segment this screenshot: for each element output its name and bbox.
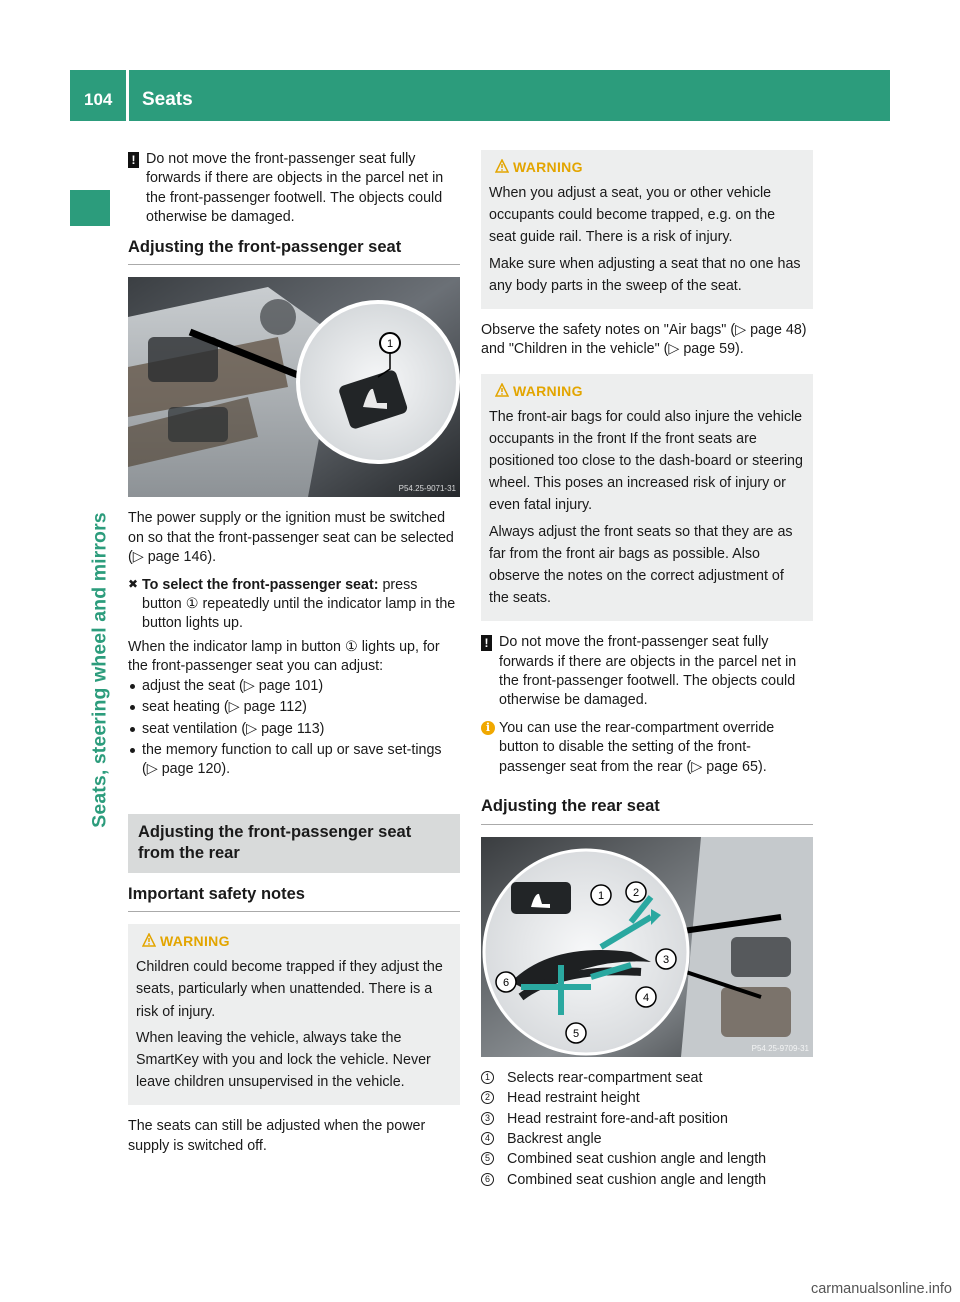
legend-item bbox=[481, 1150, 813, 1169]
warning-box bbox=[481, 150, 813, 309]
adjustment-list bbox=[128, 677, 460, 780]
section-box bbox=[128, 814, 460, 873]
callout-number: 5 bbox=[481, 1152, 494, 1165]
warning-label: WARNING bbox=[513, 159, 583, 175]
figure-code: P54.25-9709-31 bbox=[751, 1043, 809, 1053]
warning-box bbox=[128, 924, 460, 1105]
side-tab-marker bbox=[70, 190, 110, 226]
warning-title bbox=[136, 932, 452, 951]
header-bar bbox=[70, 70, 890, 121]
caution-note bbox=[128, 150, 460, 228]
legend-item bbox=[481, 1110, 813, 1129]
page-number: 104 bbox=[84, 90, 113, 109]
legend-item bbox=[481, 1089, 813, 1108]
list-item: seat heating (▷ page 112) bbox=[128, 698, 460, 717]
step-text: press button ① repeatedly until the indicator lamp in the button lights up. bbox=[142, 576, 456, 632]
paragraph: The seats can still be adjusted when the power supply is switched off. bbox=[128, 1118, 426, 1154]
warning-text: Make sure when adjusting a seat that no one has any body parts in the sweep of the seat. bbox=[489, 255, 801, 294]
figure-legend bbox=[481, 1069, 813, 1191]
header-divider bbox=[126, 70, 129, 121]
exclamation-icon: ! bbox=[128, 152, 139, 168]
section-heading: Important safety notes bbox=[128, 883, 460, 912]
callout-number: 1 bbox=[481, 1071, 494, 1084]
callout-number: 4 bbox=[481, 1132, 494, 1145]
legend-text: Combined seat cushion angle and length bbox=[507, 1151, 767, 1168]
list-item: seat ventilation (▷ page 113) bbox=[128, 720, 460, 739]
paragraph: The power supply or the ignition must be switched on so that the front-passenger seat can be selected (▷ page 146). bbox=[128, 510, 454, 566]
page-title: Seats bbox=[142, 89, 193, 110]
warning-label: WARNING bbox=[160, 933, 230, 950]
legend-item bbox=[481, 1130, 813, 1149]
svg-text:3: 3 bbox=[662, 953, 670, 966]
warning-triangle-icon bbox=[495, 383, 509, 397]
info-icon: i bbox=[481, 721, 495, 735]
svg-text:2: 2 bbox=[632, 886, 640, 899]
legend-text: Head restraint height bbox=[507, 1090, 640, 1107]
left-column bbox=[128, 150, 460, 1156]
list-item: the memory function to call up or save set-tings (▷ page 120). bbox=[128, 741, 460, 780]
info-text: You can use the rear-compartment override button to disable the setting of the front-passenger seat from the rear (▷ page 65). bbox=[499, 719, 775, 775]
exclamation-icon: ! bbox=[481, 635, 492, 651]
caution-note bbox=[481, 633, 813, 711]
paragraph: When the indicator lamp in button ① lights up, for the front-passenger seat you can adjust: bbox=[128, 638, 440, 675]
svg-text:6: 6 bbox=[502, 976, 510, 989]
instruction-step bbox=[128, 576, 460, 634]
legend-text: Selects rear-compartment seat bbox=[507, 1069, 703, 1086]
warning-label: WARNING bbox=[513, 382, 583, 399]
svg-text:5: 5 bbox=[572, 1027, 580, 1040]
callout-number: 6 bbox=[481, 1173, 494, 1186]
figure-rear-seat-controls bbox=[481, 837, 813, 1057]
caution-text: Do not move the front-passenger seat fully forwards if there are objects in the parcel net in the front-passenger footwell. The objects could otherwise be damaged. bbox=[146, 151, 444, 226]
front-passenger-seat-illustration bbox=[128, 277, 460, 497]
legend-item bbox=[481, 1069, 813, 1088]
section-heading: Adjusting the rear seat bbox=[481, 795, 813, 824]
right-column bbox=[481, 150, 813, 1191]
warning-text: The front-air bags for could also injure the vehicle occupants in the front If the front seats are positioned too close to the dash-board or steering wheel. This poses an increased risk of injury or even fatal injury. bbox=[489, 408, 803, 514]
figure-code: P54.25-9071-31 bbox=[398, 484, 456, 494]
callout-number: 3 bbox=[481, 1112, 494, 1125]
info-note bbox=[481, 719, 813, 777]
svg-text:1: 1 bbox=[386, 338, 394, 351]
list-item: adjust the seat (▷ page 101) bbox=[128, 677, 460, 696]
svg-text:1: 1 bbox=[597, 889, 605, 902]
legend-text: Combined seat cushion angle and length bbox=[507, 1171, 767, 1188]
warning-text: When you adjust a seat, you or other vehicle occupants could become trapped, e.g. on the seat guide rail. There is a risk of injury. bbox=[489, 185, 776, 246]
warning-box bbox=[481, 374, 813, 621]
legend-text: Backrest angle bbox=[507, 1130, 602, 1147]
watermark[interactable]: carmanualsonline.info bbox=[810, 1281, 952, 1298]
callout-number: 2 bbox=[481, 1091, 494, 1104]
step-arrow-icon: ✖ bbox=[128, 576, 139, 591]
legend-text: Head restraint fore-and-aft position bbox=[507, 1110, 728, 1127]
warning-text: Children could become trapped if they adjust the seats, particularly when unattended. There is a risk of injury. bbox=[136, 959, 443, 1020]
paragraph: Observe the safety notes on "Air bags" (▷ page 48) and "Children in the vehicle" (▷ page 59). bbox=[481, 321, 807, 358]
caution-text: Do not move the front-passenger seat fully forwards if there are objects in the parcel net in the front-passenger footwell. The objects could otherwise be damaged. bbox=[499, 634, 797, 709]
figure-front-passenger-button bbox=[128, 277, 460, 497]
warning-title bbox=[489, 158, 805, 177]
legend-item bbox=[481, 1171, 813, 1190]
step-label: To select the front-passenger seat: bbox=[142, 576, 379, 593]
warning-text: Always adjust the front seats so that they are as far from the front air bags as possible. Also observe the notes on the correct adjustment of the seats. bbox=[489, 523, 793, 606]
side-tab-label[interactable]: Seats, steering wheel and mirrors bbox=[88, 512, 111, 828]
section-box-title: Adjusting the front-passenger seat from the rear bbox=[138, 822, 412, 863]
warning-title bbox=[489, 382, 805, 401]
svg-text:4: 4 bbox=[642, 991, 650, 1004]
warning-text: When leaving the vehicle, always take the SmartKey with you and lock the vehicle. Never leave children unsupervised in the vehicle. bbox=[136, 1029, 431, 1090]
warning-triangle-icon bbox=[142, 933, 156, 947]
section-heading: Adjusting the front-passenger seat bbox=[128, 236, 460, 265]
warning-triangle-icon bbox=[495, 159, 509, 173]
rear-seat-controls-illustration bbox=[481, 837, 813, 1057]
